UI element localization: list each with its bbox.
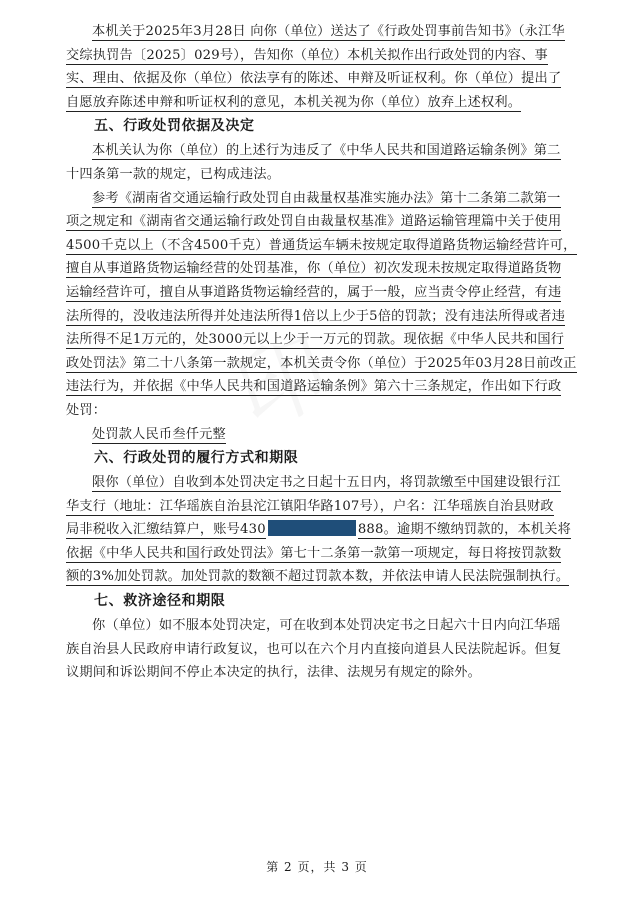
text-line: 4500千克以上（不含4500千克）普通货运车辆未按规定取得道路货物运输经营许可， [66, 237, 577, 253]
paragraph-payment [66, 471, 602, 589]
text-line: 政处罚法》第二十八条第一款规定，本机关责令你（单位）于2025年03月28日前改正 [66, 355, 577, 371]
text-line: 议期间和诉讼期间不停止本决定的执行，法律、法规另有规定的除外。 [66, 665, 482, 681]
document-body [66, 20, 602, 685]
paragraph-basis [66, 187, 602, 447]
paragraph-notice [66, 20, 602, 114]
text-line: 处罚： [66, 402, 107, 418]
text-line: 项之规定和《湖南省交通运输行政处罚自由裁量权基准》道路运输管理篇中关于使用 [66, 214, 562, 230]
text-line: 依据《中华人民共和国行政处罚法》第七十二条第一款第一项规定，每日将按罚款数 [66, 545, 562, 561]
paragraph-remedy [66, 614, 602, 685]
page-number-footer: 第 2 页，共 3 页 [266, 860, 368, 874]
text-line: 族自治县人民政府申请行政复议，也可以在六个月内直接向道县人民法院起诉。但复 [66, 641, 562, 657]
text-line: 实、理由、依据及你（单位）依法享有的陈述、申辩及听证权利。你（单位）提出了 [66, 71, 562, 87]
text-line: 本机关于2025年3月28日 向你（单位）送达了《行政处罚事前告知书》（永江华 [92, 24, 565, 39]
paragraph-violation [66, 139, 602, 186]
text-line: 额的3%加处罚款。加处罚款的数额不超过罚款本数，并依法申请人民法院强制执行。 [66, 569, 570, 585]
text-line: 法所得的，没收违法所得并处违法所得1倍以上少于5倍的罚款；没有违法所得或者违 [66, 308, 566, 324]
section-heading-6: 六、行政处罚的履行方式和期限 [94, 450, 299, 467]
text-line: 华支行（地址：江华瑶族自治县沱江镇阳华路107号），户名：江华瑶族自治县财政 [66, 498, 554, 514]
text-line: 限你（单位）自收到本处罚决定书之日起十五日内，将罚款缴至中国建设银行江 [92, 475, 561, 491]
text-line: 交综执罚告〔2025〕029号），告知你（单位）本机关拟作出行政处罚的内容、事 [66, 47, 548, 63]
text-line: 自愿放弃陈述申辩和听证权利的意见，本机关视为你（单位）放弃上述权利。 [66, 94, 522, 110]
text-line: 运输经营许可，擅自从事道路货物运输经营的，属于一般，应当责令停止经营，有违 [66, 284, 562, 300]
text-line: 违法行为，并依据《中华人民共和国道路运输条例》第六十三条规定，作出如下行政 [66, 379, 562, 395]
text-line: 法所得不足1万元的，处3000元以上少于一万元的罚款。现依据《中华人民共和国行 [66, 332, 565, 348]
redacted-account-number [268, 520, 356, 536]
text-line: 擅自从事道路货物运输经营的处罚基准，你（单位）初次发现未按规定取得道路货物 [66, 261, 562, 277]
text-line: 十四条第一款的规定，已构成违法。 [66, 166, 281, 182]
section-heading-5: 五、行政处罚依据及决定 [94, 118, 255, 135]
penalty-amount: 处罚款人民币叁仟元整 [92, 426, 226, 442]
text-line: 局非税收入汇缴结算户，账号430 888。逾期不缴纳罚款的，本机关将 [66, 522, 572, 538]
section-heading-7: 七、救济途径和期限 [94, 593, 226, 610]
text-line: 你（单位）如不服本处罚决定，可在收到本处罚决定书之日起六十日内向江华瑶 [92, 618, 561, 634]
text-line: 本机关认为你（单位）的上述行为违反了《中华人民共和国道路运输条例》第二 [92, 143, 561, 159]
text-line: 参考《湖南省交通运输行政处罚自由裁量权基准实施办法》第十二条第二款第一 [92, 190, 561, 206]
